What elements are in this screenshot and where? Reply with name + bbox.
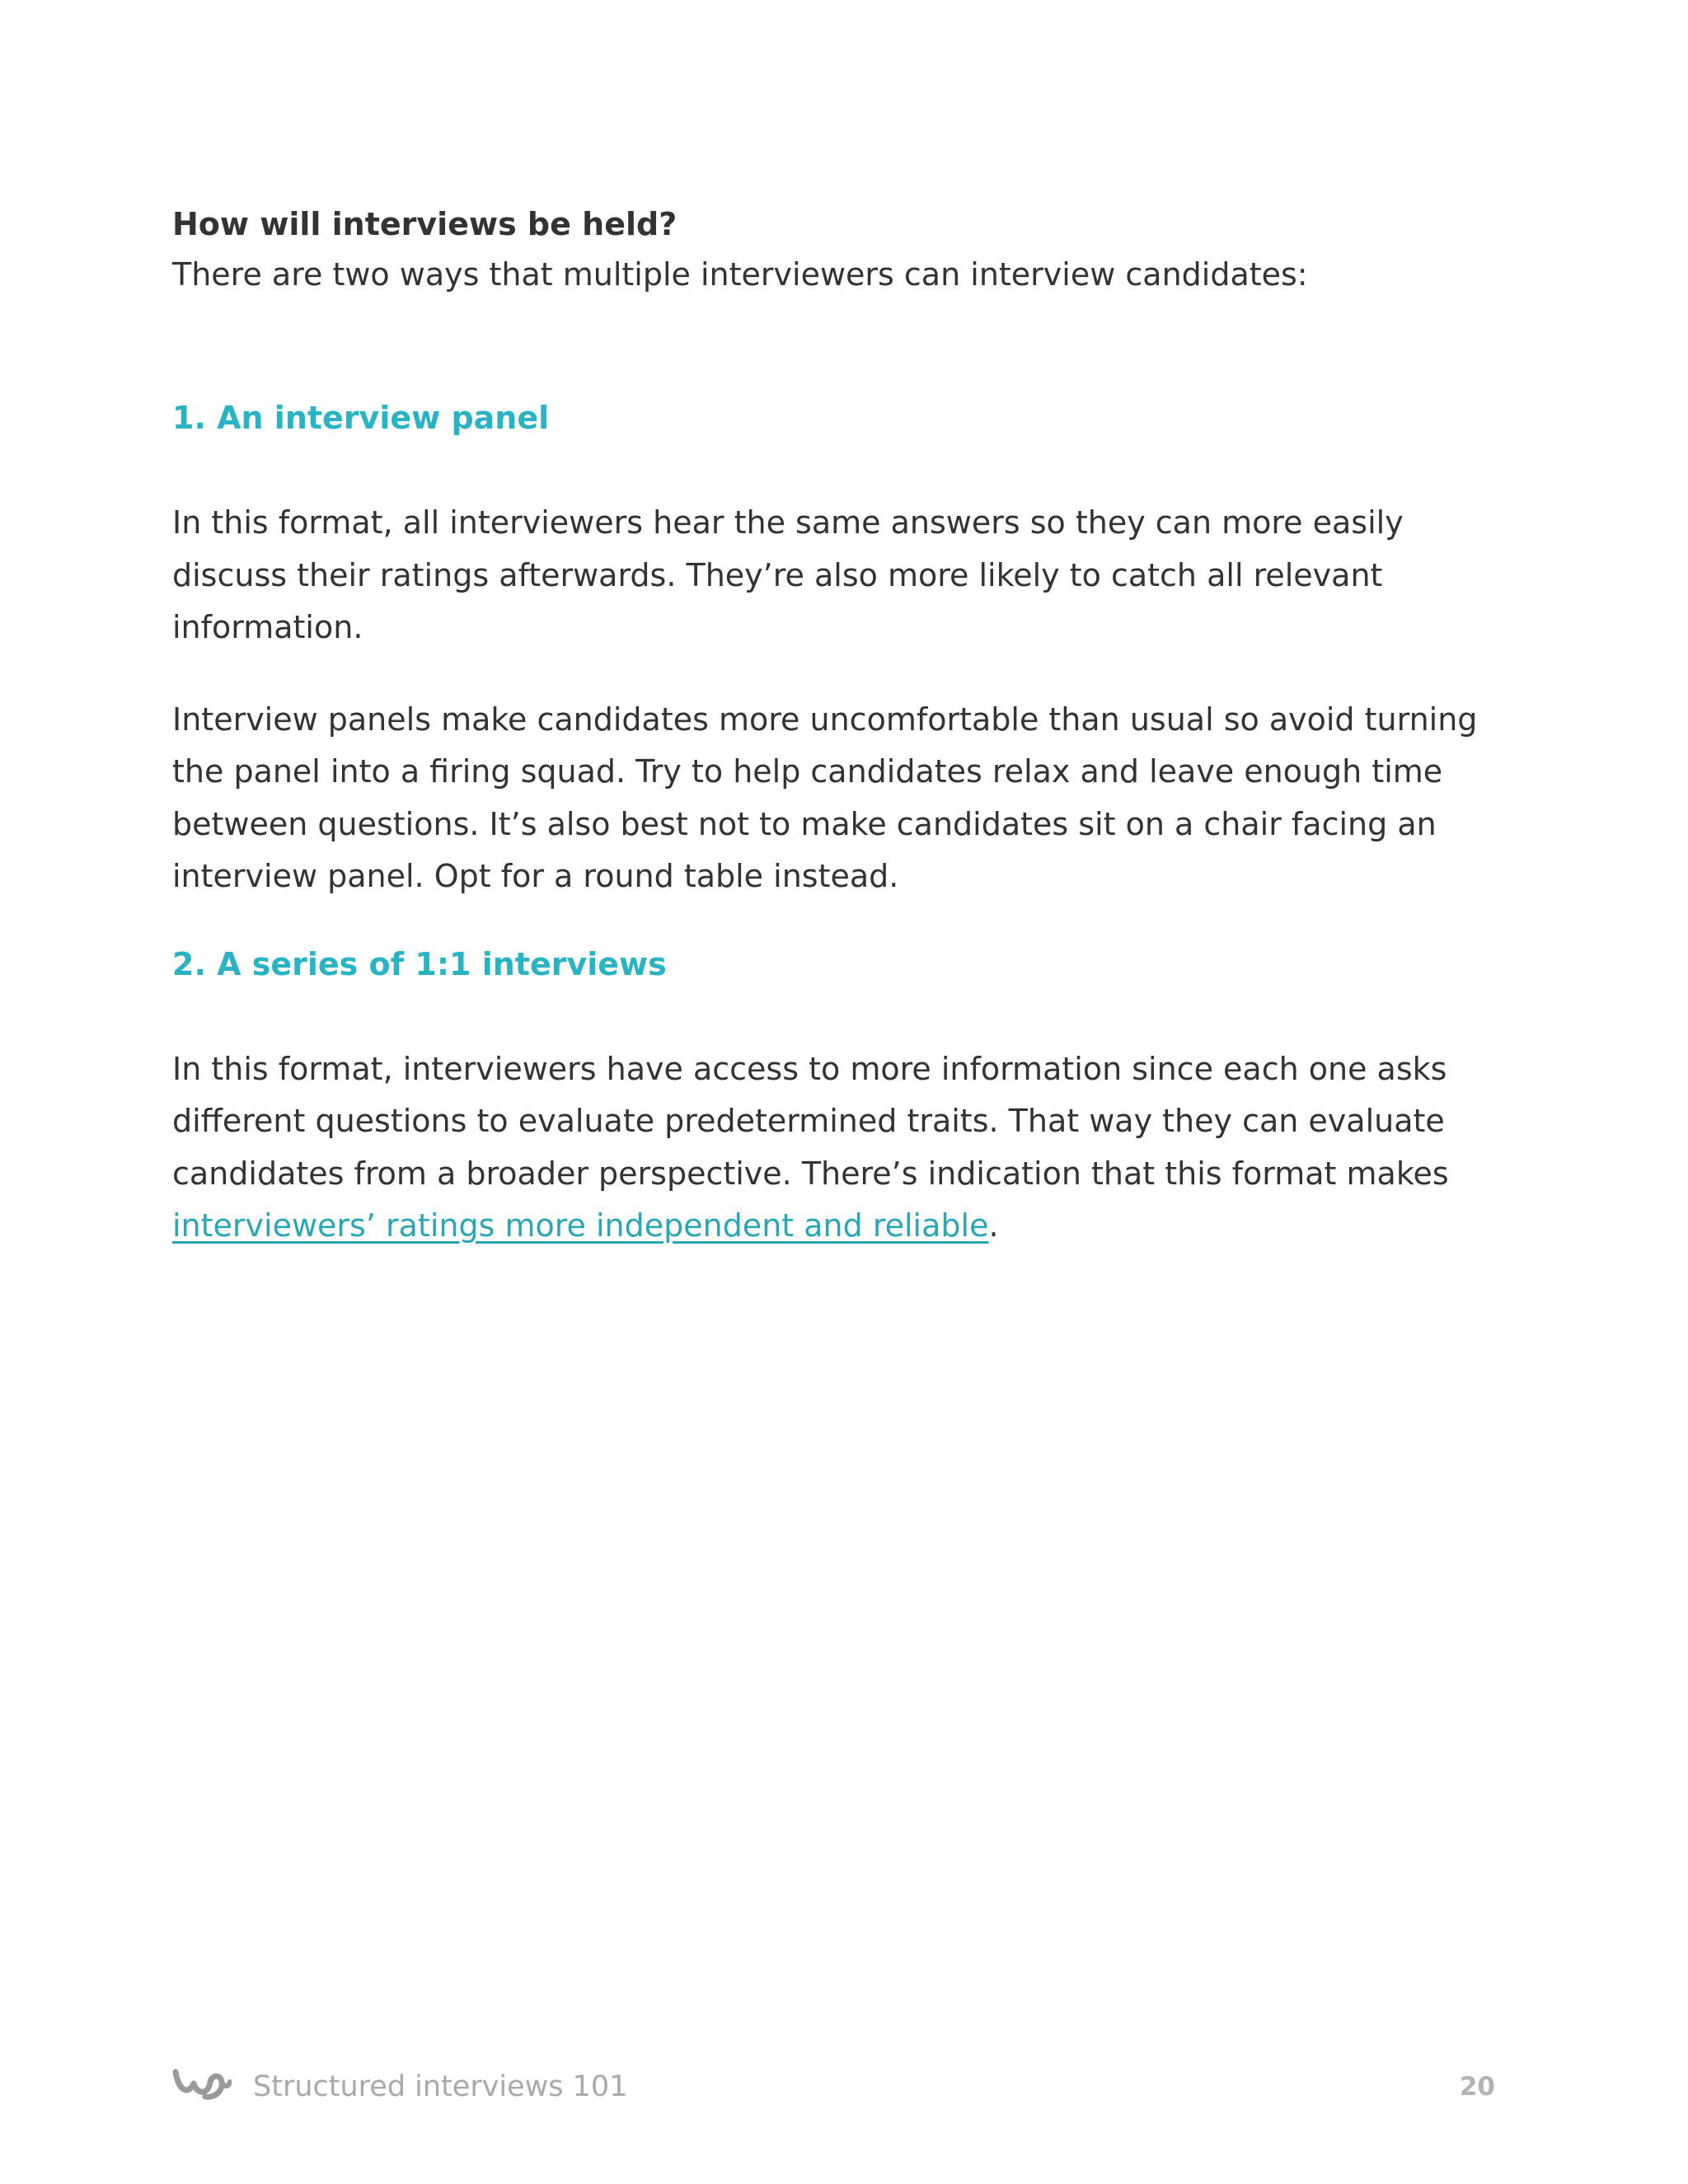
panel-paragraph-2: Interview panels make candidates more uncomfortable than usual so avoid turning the panel into a firing squad. Try to help candidates relax and leave enough time between questions. It’s also best not to make candidates sit on a chair facing an interview panel. Opt for a round table instead. (172, 701, 1478, 894)
section-heading-interview-panel: 1. An interview panel (172, 400, 550, 436)
intro-text: There are two ways that multiple interviewers can interview candidates: (172, 256, 1308, 293)
one-on-one-paragraph (172, 1043, 1507, 1253)
page-footer (172, 2062, 1495, 2111)
one-on-one-paragraph-text: In this format, interviewers have access to more information since each one asks different questions to evaluate predetermined traits. That way they can evaluate candidates from a broader perspective. There’s indication that this format makes (172, 1050, 1449, 1192)
workable-logo-icon (172, 2067, 232, 2103)
page-content (172, 199, 1507, 1253)
ratings-reliability-link[interactable]: interviewers’ ratings more independent and reliable (172, 1207, 989, 1244)
section-heading-one-on-one: 2. A series of 1:1 interviews (172, 945, 667, 982)
intro-heading: How will interviews be held? (172, 206, 678, 242)
one-on-one-paragraph-end: . (988, 1207, 999, 1244)
footer-page-number: 20 (1459, 2072, 1495, 2102)
panel-paragraph-1: In this format, all interviewers hear the same answers so they can more easily discuss their ratings afterwards. They’re also more likely to catch all relevant information. (172, 504, 1404, 645)
footer-document-title: Structured interviews 101 (253, 2070, 628, 2103)
